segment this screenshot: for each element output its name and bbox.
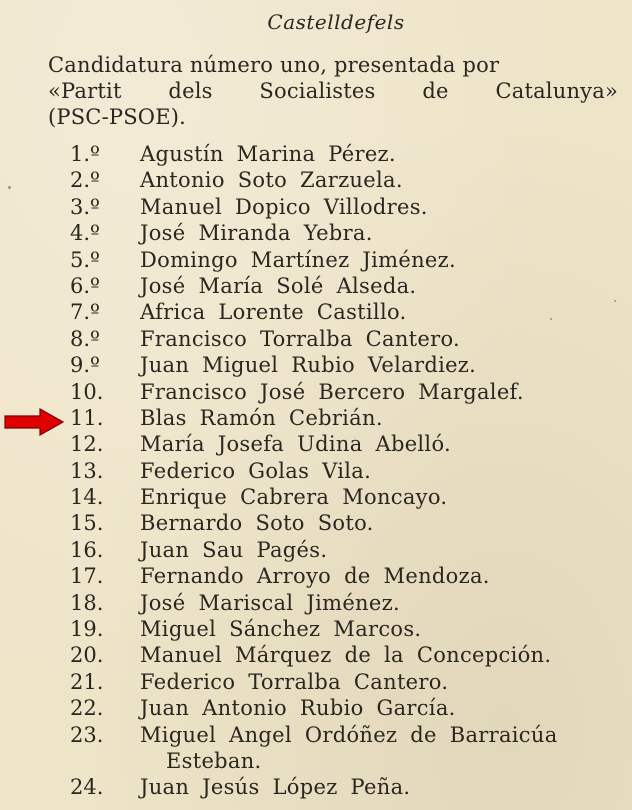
- intro-word: de: [422, 79, 449, 103]
- candidate-name: Miguel Sánchez Marcos.: [140, 617, 422, 642]
- candidate-number: 17.: [70, 564, 104, 589]
- list-item: [0, 379, 632, 405]
- candidate-name: Africa Lorente Castillo.: [140, 300, 407, 325]
- list-item: [0, 194, 632, 220]
- candidate-number: 2.º: [70, 168, 100, 193]
- candidate-number: 4.º: [70, 221, 100, 246]
- candidate-name: Manuel Dopico Villodres.: [140, 194, 428, 219]
- candidate-number: 1.º: [70, 142, 100, 166]
- intro-word: Socialistes: [259, 79, 376, 103]
- intro-word: Catalunya»: [495, 79, 618, 103]
- paper-speck: [550, 318, 552, 320]
- candidate-name: María Josefa Udina Abelló.: [140, 432, 452, 457]
- candidate-number: 12.: [70, 432, 104, 457]
- list-item: [0, 431, 632, 457]
- candidate-name: José María Solé Alseda.: [140, 273, 417, 298]
- candidate-name: Manuel Márquez de la Concepción.: [140, 643, 552, 668]
- candidate-name-continuation: Esteban.: [166, 748, 262, 773]
- candidate-number: 19.: [70, 617, 104, 642]
- candidate-name: Francisco Torralba Cantero.: [140, 326, 461, 351]
- paper-speck: [8, 186, 11, 189]
- candidate-number: 14.: [70, 485, 104, 510]
- candidate-number: 11.: [70, 405, 104, 430]
- candidate-number: 9.º: [70, 353, 100, 378]
- candidate-name: José Mariscal Jiménez.: [140, 590, 400, 615]
- candidate-number: 22.: [70, 696, 104, 721]
- candidate-list: [0, 141, 632, 801]
- candidate-number: 8.º: [70, 326, 100, 351]
- candidate-name: Juan Jesús López Peña.: [140, 775, 411, 800]
- paper-speck: [614, 300, 616, 302]
- candidate-name: Juan Antonio Rubio García.: [140, 696, 456, 721]
- intro-line-3: (PSC-PSOE).: [48, 105, 187, 129]
- list-item: [0, 563, 632, 589]
- candidate-number: 23.: [70, 722, 104, 747]
- page-title: Castelldefels: [267, 10, 405, 34]
- list-item: [0, 774, 632, 800]
- candidate-name: Domingo Martínez Jiménez.: [140, 247, 456, 272]
- candidate-number: 21.: [70, 669, 104, 694]
- candidate-name: Agustín Marina Pérez.: [140, 142, 396, 166]
- candidate-name: Francisco José Bercero Margalef.: [140, 379, 524, 404]
- list-item: [0, 326, 632, 352]
- candidate-number: 3.º: [70, 194, 100, 219]
- candidate-number: 15.: [70, 511, 104, 536]
- list-item: [0, 220, 632, 246]
- list-item: [0, 484, 632, 510]
- list-item: [0, 722, 632, 775]
- list-item: [0, 299, 632, 325]
- candidate-number: 7.º: [70, 300, 100, 325]
- list-item: [0, 458, 632, 484]
- candidate-number: 13.: [70, 458, 104, 483]
- list-item: [0, 273, 632, 299]
- list-item: [0, 537, 632, 563]
- candidate-number: 5.º: [70, 247, 100, 272]
- list-item: [0, 695, 632, 721]
- list-item: [0, 167, 632, 193]
- intro-paragraph: [48, 52, 618, 130]
- list-item: [0, 669, 632, 695]
- intro-word: «Partit: [48, 79, 122, 103]
- candidate-name: Juan Sau Pagés.: [140, 537, 328, 562]
- candidate-number: 16.: [70, 537, 104, 562]
- candidate-name: Juan Miguel Rubio Velardiez.: [140, 353, 477, 378]
- candidate-number: 18.: [70, 590, 104, 615]
- candidate-name: Blas Ramón Cebrián.: [140, 405, 383, 430]
- candidate-name: Federico Torralba Cantero.: [140, 669, 449, 694]
- list-item: [0, 352, 632, 378]
- list-item: [0, 141, 632, 167]
- candidate-name: Federico Golas Vila.: [140, 458, 372, 483]
- red-arrow-right-icon: [4, 408, 64, 436]
- candidate-name: Bernardo Soto Soto.: [140, 511, 374, 536]
- candidate-name: José Miranda Yebra.: [140, 221, 373, 246]
- candidate-name: Enrique Cabrera Moncayo.: [140, 485, 448, 510]
- candidate-number: 10.: [70, 379, 104, 404]
- candidate-name: Antonio Soto Zarzuela.: [140, 168, 403, 193]
- candidate-name: Miguel Angel Ordóñez de Barraicúa: [140, 722, 558, 747]
- candidate-name: Fernando Arroyo de Mendoza.: [140, 564, 490, 589]
- list-item: [0, 247, 632, 273]
- list-item: [0, 510, 632, 536]
- candidate-number: 24.: [70, 775, 104, 800]
- list-item: [0, 590, 632, 616]
- list-item: [0, 616, 632, 642]
- candidate-number: 6.º: [70, 273, 100, 298]
- list-item: [0, 642, 632, 668]
- intro-line-1: Candidatura número uno, presentada por: [48, 53, 500, 77]
- list-item-highlighted: [0, 405, 632, 431]
- intro-line-2: [48, 78, 618, 104]
- intro-word: dels: [168, 79, 213, 103]
- candidate-number: 20.: [70, 643, 104, 668]
